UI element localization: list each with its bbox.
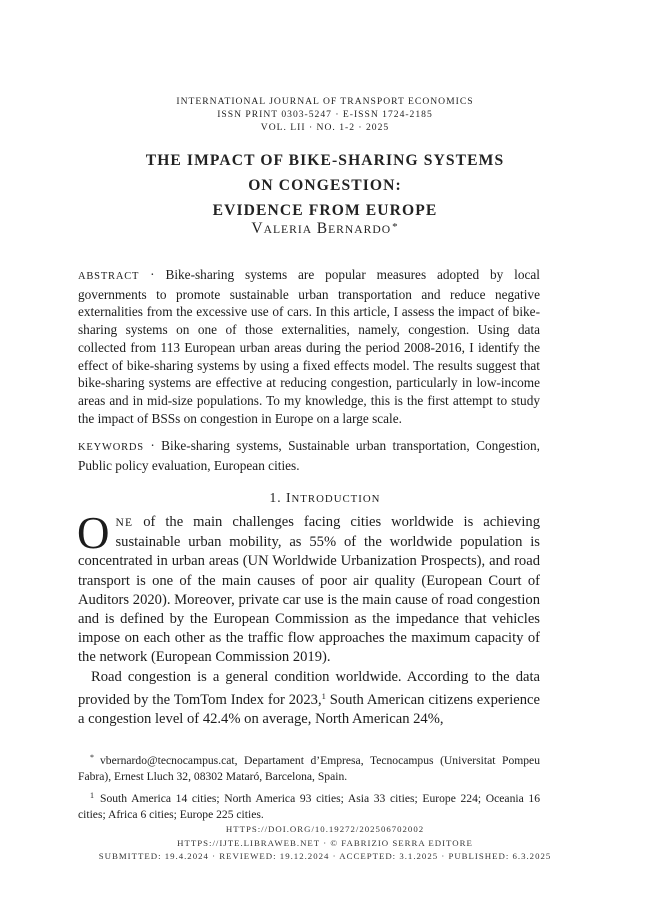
title-line-3: EVIDENCE FROM EUROPE — [212, 202, 438, 219]
footnote-1 — [78, 788, 540, 823]
journal-header — [0, 95, 650, 134]
intro-p2-text-a: Road congestion is a general condition worldwide. According to the data provided by the TomTom Index for 2023, — [78, 668, 540, 708]
keywords-text: Bike-sharing systems, Sustainable urban transportation, Congestion, Public policy evaluation, European cities. — [78, 438, 541, 473]
footnote-ref-1[interactable]: 1 — [321, 690, 326, 701]
intro-p2-text-b: South American citizens experience a congestion level of 42.4% on average, North American 24%, — [78, 691, 540, 728]
abstract-text: Bike-sharing systems are popular measures adopted by local governments to promote sustainable urban transportation and reduce negative externalities from the excessive use of cars. In this article, I assess the impact of bike-sharing systems on one of those externalities, namely, congestion. Using data collected from 113 European urban areas during the period 2008-2016, I identify the effect of bike-sharing systems by using a fixed effects model. The results suggest that bike-sharing systems are effective at reducing congestion, particularly in low-income areas and in mid-size populations. To my knowledge, this is the first attempt to study the impact of BSSs on congestion in Europe on a large scale. — [78, 267, 540, 426]
volume-line: VOL. LII · NO. 1-2 · 2025 — [260, 122, 390, 133]
footnote-1-text: South America 14 cities; North America 93 cities; Asia 33 cities; Europe 224; Oceania 16 cities; Africa 6 cities; Europe 225 cities. — [78, 792, 540, 821]
journal-name: INTERNATIONAL JOURNAL OF TRANSPORT ECONOMICS — [176, 96, 474, 107]
section-title-initial: I — [286, 490, 292, 505]
issn-line: ISSN PRINT 0303-5247 · E-ISSN 1724-2185 — [217, 109, 433, 120]
author-name — [0, 220, 650, 238]
abstract-separator: · — [139, 267, 166, 282]
title-line-2: ON CONGESTION: — [248, 177, 402, 194]
dates-line: SUBMITTED: 19.4.2024 · REVIEWED: 19.12.2024 · ACCEPTED: 3.1.2025 · PUBLISHED: 6.3.2025 — [98, 851, 552, 861]
intro-p1-text: of the main challenges facing cities worldwide is achieving sustainable urban mobility, as 55% of the worldwide population is concentrated in urban areas (UN Worldwide Urbanization Prospects), and road transport is one of the main causes of poor air quality (European Court of Auditors 2020). Moreover, private car use is the main cause of road congestion and is defined by the European Commission as the impedance that vehicles impose on each other as the traffic flow approaches the maximum capacity of the network (European Commission 2019). — [78, 514, 540, 666]
author-first-initial: V — [251, 220, 264, 237]
abstract-label: ABSTRACT — [78, 271, 140, 282]
page-footer — [0, 823, 650, 864]
section-number: 1. — [269, 490, 286, 505]
keywords-separator: · — [143, 438, 162, 453]
title-line-1: THE IMPACT OF BIKE-SHARING SYSTEMS — [145, 152, 505, 169]
drop-cap: O — [77, 508, 110, 558]
footnote-author-text: vbernardo@tecnocampus.cat, Departament d’Empresa, Tecnocampus (Universitat Pompeu Fabra), Ernest Lluch 32, 08302 Mataró, Barcelona, Spain. — [78, 754, 540, 783]
keywords — [78, 437, 540, 474]
section-heading — [0, 490, 650, 506]
keywords-label: KEYWORDS — [78, 442, 144, 453]
abstract — [78, 266, 540, 427]
footnote-star-mark: * — [90, 753, 94, 762]
author-last-initial: B — [316, 220, 329, 237]
author-first-rest: ALERIA — [263, 223, 313, 236]
intro-paragraph-1 — [77, 508, 540, 668]
intro-paragraph-2 — [78, 668, 540, 730]
article-title — [0, 148, 650, 223]
author-last-rest: ERNARDO — [328, 223, 392, 236]
website-line[interactable]: HTTPS://IJTE.LIBRAWEB.NET · © FABRIZIO SERRA EDITORE — [177, 837, 473, 848]
footnote-author — [78, 750, 540, 785]
section-title-rest: NTRODUCTION — [291, 493, 381, 505]
footnotes — [78, 750, 540, 826]
doi-link[interactable]: HTTPS://DOI.ORG/10.19272/202506702002 — [225, 824, 425, 834]
first-word-rest: NE — [115, 517, 134, 529]
footnote-1-mark: 1 — [90, 791, 94, 800]
introduction-body — [77, 508, 540, 729]
author-footnote-mark[interactable]: * — [392, 221, 399, 233]
